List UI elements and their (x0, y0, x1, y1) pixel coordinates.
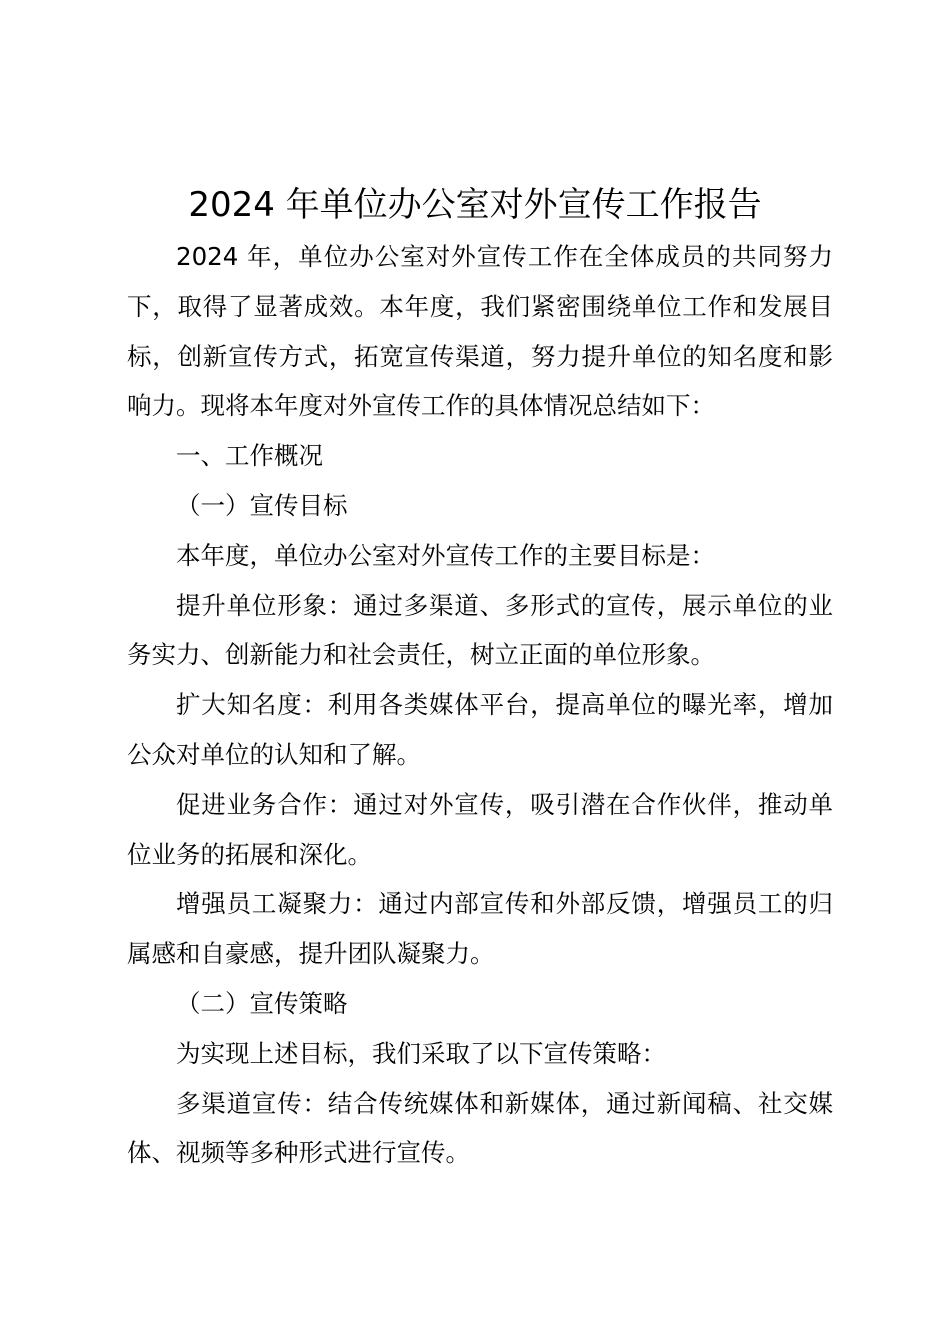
subsection-heading-strategy: （二）宣传策略 (176, 988, 348, 1018)
strategy-intro-paragraph: 为实现上述目标，我们采取了以下宣传策略： (176, 1038, 666, 1068)
goal-paragraph-awareness: 扩大知名度：利用各类媒体平台，提高单位的曝光率，增加公众对单位的认知和了解。 (127, 690, 833, 769)
goals-intro-paragraph: 本年度，单位办公室对外宣传工作的主要目标是： (176, 540, 715, 570)
goal-paragraph-image: 提升单位形象：通过多渠道、多形式的宣传，展示单位的业务实力、创新能力和社会责任，树立正面的单位形象。 (127, 590, 833, 670)
document-title: 2024 年单位办公室对外宣传工作报告 (188, 185, 762, 225)
goal-paragraph-cohesion: 增强员工凝聚力：通过内部宣传和外部反馈，增强员工的归属感和自豪感，提升团队凝聚力。 (127, 889, 833, 969)
goal-paragraph-cooperation: 促进业务合作：通过对外宣传，吸引潜在合作伙伴，推动单位业务的拓展和深化。 (127, 789, 833, 869)
subsection-heading-goals: （一）宣传目标 (176, 490, 348, 520)
strategy-paragraph-multichannel: 多渠道宣传：结合传统媒体和新媒体，通过新闻稿、社交媒体、视频等多种形式进行宣传。 (127, 1088, 833, 1168)
section-heading-overview: 一、工作概况 (176, 441, 323, 471)
document-body (127, 232, 833, 1178)
intro-paragraph: 2024 年，单位办公室对外宣传工作在全体成员的共同努力下，取得了显著成效。本年度，我们紧密围绕单位工作和发展目标，创新宣传方式，拓宽宣传渠道，努力提升单位的知名度和影响力。现将本年度对外宣传工作的具体情况总结如下： (127, 242, 833, 421)
